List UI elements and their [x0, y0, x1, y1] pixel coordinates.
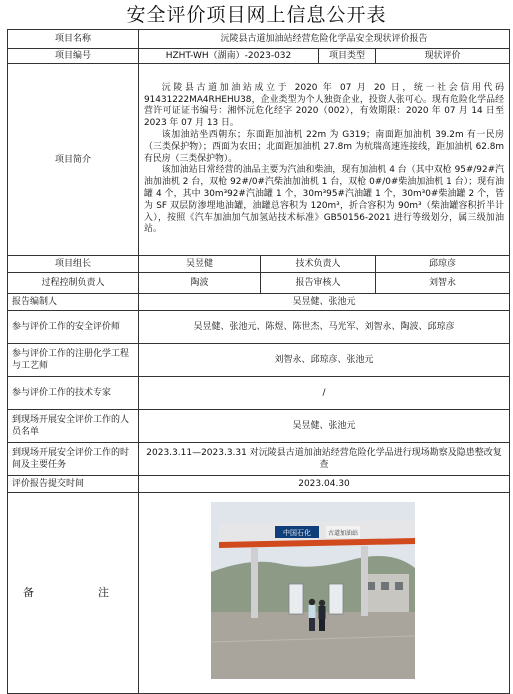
chem-engineer-value: 刘智永、邱琼彦、张池元 — [139, 344, 510, 377]
photo-person-1 — [309, 599, 316, 631]
photo-brand-text: 中国石化 — [283, 529, 311, 537]
row-project-name — [8, 30, 510, 49]
safety-staff-label: 参与评价工作的安全评价师 — [8, 311, 139, 344]
photo-wrap — [139, 493, 509, 693]
page-title: 安全评价项目网上信息公开表 — [126, 4, 387, 26]
project-name-label: 项目名称 — [8, 30, 139, 49]
row-tech-expert — [8, 377, 510, 410]
row-site-staff — [8, 410, 510, 443]
process-value: 陶波 — [139, 273, 261, 294]
row-process — [8, 273, 510, 294]
writer-value: 吴昱健、张池元 — [139, 294, 510, 311]
site-time-label: 到现场开展安全评价工作的时间及主要任务 — [8, 443, 139, 476]
photo-pillar-left — [251, 548, 258, 618]
site-staff-label: 到现场开展安全评价工作的人员名单 — [8, 410, 139, 443]
row-remark — [8, 493, 510, 694]
photo-dispenser-2 — [329, 584, 343, 614]
photo-window — [381, 582, 389, 590]
photo-name-text: 古道加油站 — [327, 530, 359, 537]
summary-label: 项目简介 — [8, 64, 139, 256]
submit-date-label: 评价报告提交时间 — [8, 476, 139, 493]
summary-paragraph-3: 该加油站日常经营的油品主要为汽油和柴油，现有加油机 4 台（其中双枪 95#/92#汽油加油机 2 台，双枪 92#/0#汽柴油加油机 1 台，双枪 0#/0#柴油加油机 1 台）；现有油罐 4 个，其中 30m³92#汽油罐 1 个，30m³95#汽油罐 1 个，30m³0#柴油罐 2 个，皆为 SF 双层防渗埋地油罐，油罐总容积为 120m³，折合容积为 90m³（柴油罐容积折半计入），按照《汽车加油加气加氢站技术标准》GB50156-2021 进行等级划分，属三级加油站。 — [144, 165, 505, 235]
row-writer — [8, 294, 510, 311]
remark-label — [8, 493, 139, 694]
summary-text — [139, 64, 510, 256]
tech-lead-value: 邱琼彦 — [376, 256, 510, 273]
remark-label-text: 备 注 — [23, 585, 123, 599]
info-table — [7, 29, 510, 694]
tech-expert-value: / — [139, 377, 510, 410]
chem-engineer-label: 参与评价工作的注册化学工程与工艺师 — [8, 344, 139, 377]
row-site-time — [8, 443, 510, 476]
site-time-value: 2023.3.11—2023.3.31 对沅陵县古道加油站经营危险化学品进行现场勘察及隐患整改复查 — [139, 443, 510, 476]
photo-window — [395, 582, 403, 590]
project-type-label: 项目类型 — [319, 49, 376, 64]
tech-lead-label: 技术负责人 — [261, 256, 376, 273]
photo-person-2 — [319, 600, 326, 631]
row-submit-date — [8, 476, 510, 493]
project-number-value: HZHT-WH（湖南）-2023-032 — [139, 49, 319, 64]
process-label: 过程控制负责人 — [8, 273, 139, 294]
remark-cell — [139, 493, 510, 694]
row-summary — [8, 64, 510, 256]
project-number-label: 项目编号 — [8, 49, 139, 64]
summary-paragraph-2: 该加油站坐西朝东；东面距加油机 22m 为 G319；南面距加油机 39.2m 有一民房（三类保护物）；西面为农田；北面距加油机 27.8m 为杭瑞高速连接线，距加油机 62.8m 有民房（三类保护物）。 — [144, 130, 505, 164]
reviewer-label: 报告审核人 — [261, 273, 376, 294]
photo-dispenser-1 — [289, 584, 303, 614]
row-project-number — [8, 49, 510, 64]
writer-label: 报告编制人 — [8, 294, 139, 311]
photo-building-right — [361, 574, 409, 614]
submit-date-value: 2023.04.30 — [139, 476, 510, 493]
project-type-value: 现状评价 — [376, 49, 510, 64]
reviewer-value: 刘智永 — [376, 273, 510, 294]
site-staff-value: 吴昱健、张池元 — [139, 410, 510, 443]
safety-staff-value: 吴昱健、张池元、陈煜、陈世杰、马光军、刘智永、陶波、邱琼彦 — [139, 311, 510, 344]
gas-station-photo — [211, 502, 415, 679]
photo-window — [367, 582, 375, 590]
summary-paragraph-1: 沅陵县古道加油站成立于 2020 年 07 月 20 日，统一社会信用代码 91431222MA4RHEHU38，企业类型为个人独资企业，投资人张可心。现有危险化学品经营许可证证书编号：湘怀沅危化经字 2020（002），有效期限：2020 年 07 月 14 日至 2023 年 07 月 13 日。 — [144, 82, 505, 129]
leader-label: 项目组长 — [8, 256, 139, 273]
row-leader — [8, 256, 510, 273]
photo-pillar-right — [361, 546, 368, 616]
row-safety-staff — [8, 311, 510, 344]
project-name-value: 沅陵县古道加油站经营危险化学品安全现状评价报告 — [139, 30, 510, 49]
leader-value: 吴昱健 — [139, 256, 261, 273]
row-chem-engineer — [8, 344, 510, 377]
tech-expert-label: 参与评价工作的技术专家 — [8, 377, 139, 410]
